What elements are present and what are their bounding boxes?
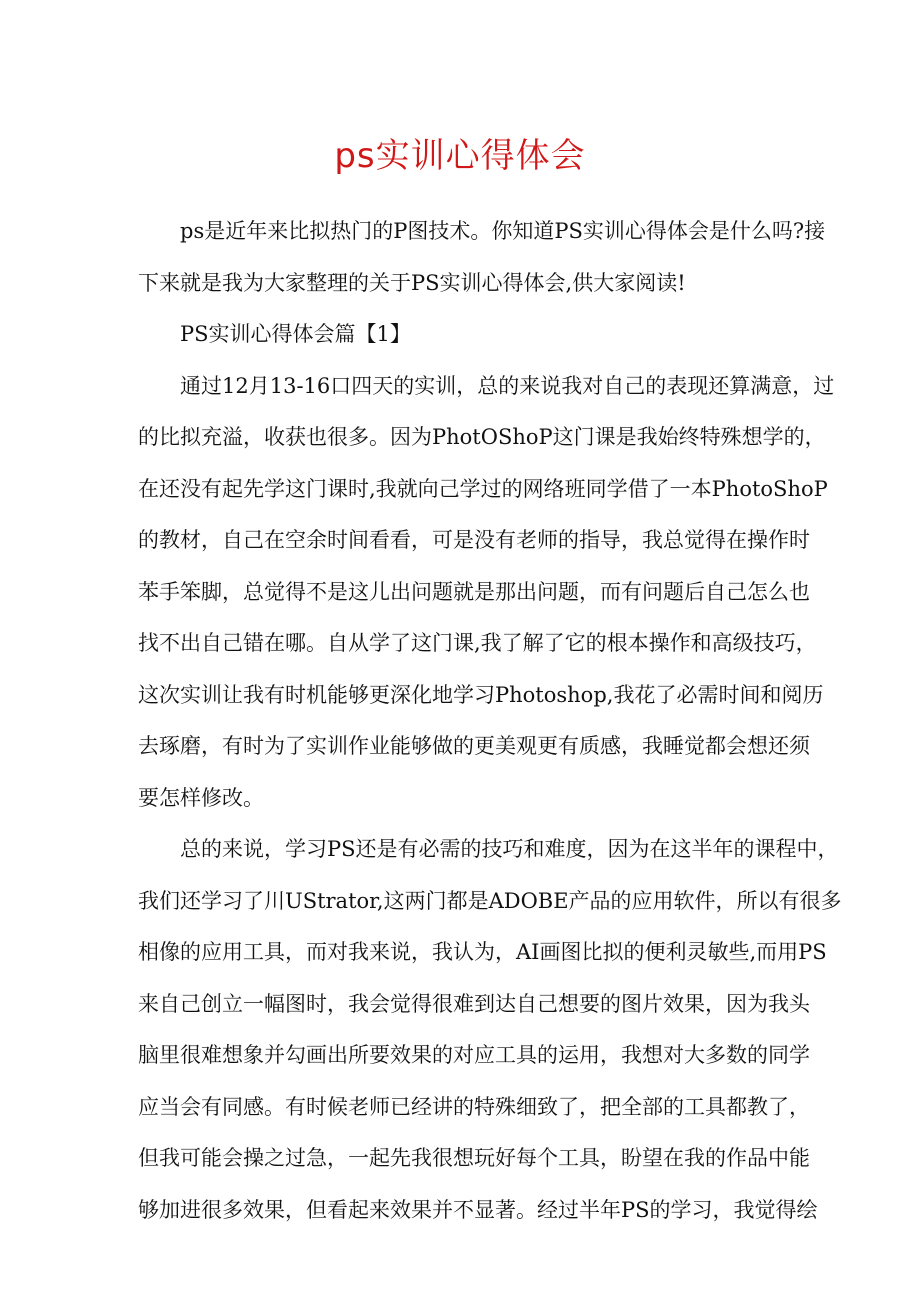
paragraph-line: 脑里很难想象并勾画出所要效果的对应工具的运用，我想对大多数的同学 (138, 1043, 810, 1067)
paragraph-line: 总的来说，学习PS还是有必需的技巧和难度，因为在这半年的课程中， (180, 837, 839, 861)
paragraph-line: 下来就是我为大家整理的关于PS实训心得体会,供大家阅读! (138, 270, 686, 295)
paragraph-line: 的比拟充溢，收获也很多。因为PhotOShoP这门课是我始终特殊想学的， (138, 425, 826, 449)
document-body (138, 206, 842, 1236)
paragraph-line: 要怎样修改。 (138, 785, 264, 810)
paragraph-line: 应当会有同感。有时候老师已经讲的特殊细致了，把全部的工具都教了， (138, 1094, 810, 1119)
paragraph-line: 在还没有起先学这门课时,我就向己学过的网络班同学借了一本PhotoShoP (138, 476, 828, 501)
paragraph-line: 但我可能会操之过急，一起先我很想玩好每个工具，盼望在我的作品中能 (138, 1146, 810, 1170)
section-heading: PS实训心得体会篇【1】 (180, 322, 411, 346)
paragraph-line: 去琢磨，有时为了实训作业能够做的更美观更有质感，我睡觉都会想还须 (138, 734, 810, 758)
paragraph-line: 的教材，自己在空余时间看看，可是没有老师的指导，我总觉得在操作时 (138, 528, 810, 552)
paragraph-line: 找不出自己错在哪。自从学了这门课,我了解了它的根本操作和高级技巧， (138, 631, 817, 655)
paragraph-line: 来自己创立一幅图时，我会觉得很难到达自己想要的图片效果，因为我头 (138, 991, 810, 1016)
paragraph-line: 我们还学习了川UStrator,这两门都是ADOBE产品的应用软件，所以有很多 (138, 888, 842, 913)
paragraph-line: 通过12月13-16口四天的实训，总的来说我对自己的表现还算满意，过 (180, 373, 835, 398)
paragraph-line: 苯手笨脚，总觉得不是这儿出问题就是那出问题，而有问题后自己怎么也 (138, 579, 810, 604)
paragraph-line: 这次实训让我有时机能够更深化地学习Photoshop,我花了必需时间和阅历 (138, 682, 824, 707)
paragraph-line: ps是近年来比拟热门的P图技术。你知道PS实训心得体会是什么吗?接 (180, 219, 826, 243)
paragraph-line: 相像的应用工具，而对我来说，我认为，AI画图比拟的便利灵敏些,而用PS (138, 940, 827, 964)
paragraph-line: 够加进很多效果，但看起来效果并不显著。经过半年PS的学习，我觉得绘 (138, 1197, 818, 1222)
document-title: ps实训心得体会 (334, 136, 586, 176)
